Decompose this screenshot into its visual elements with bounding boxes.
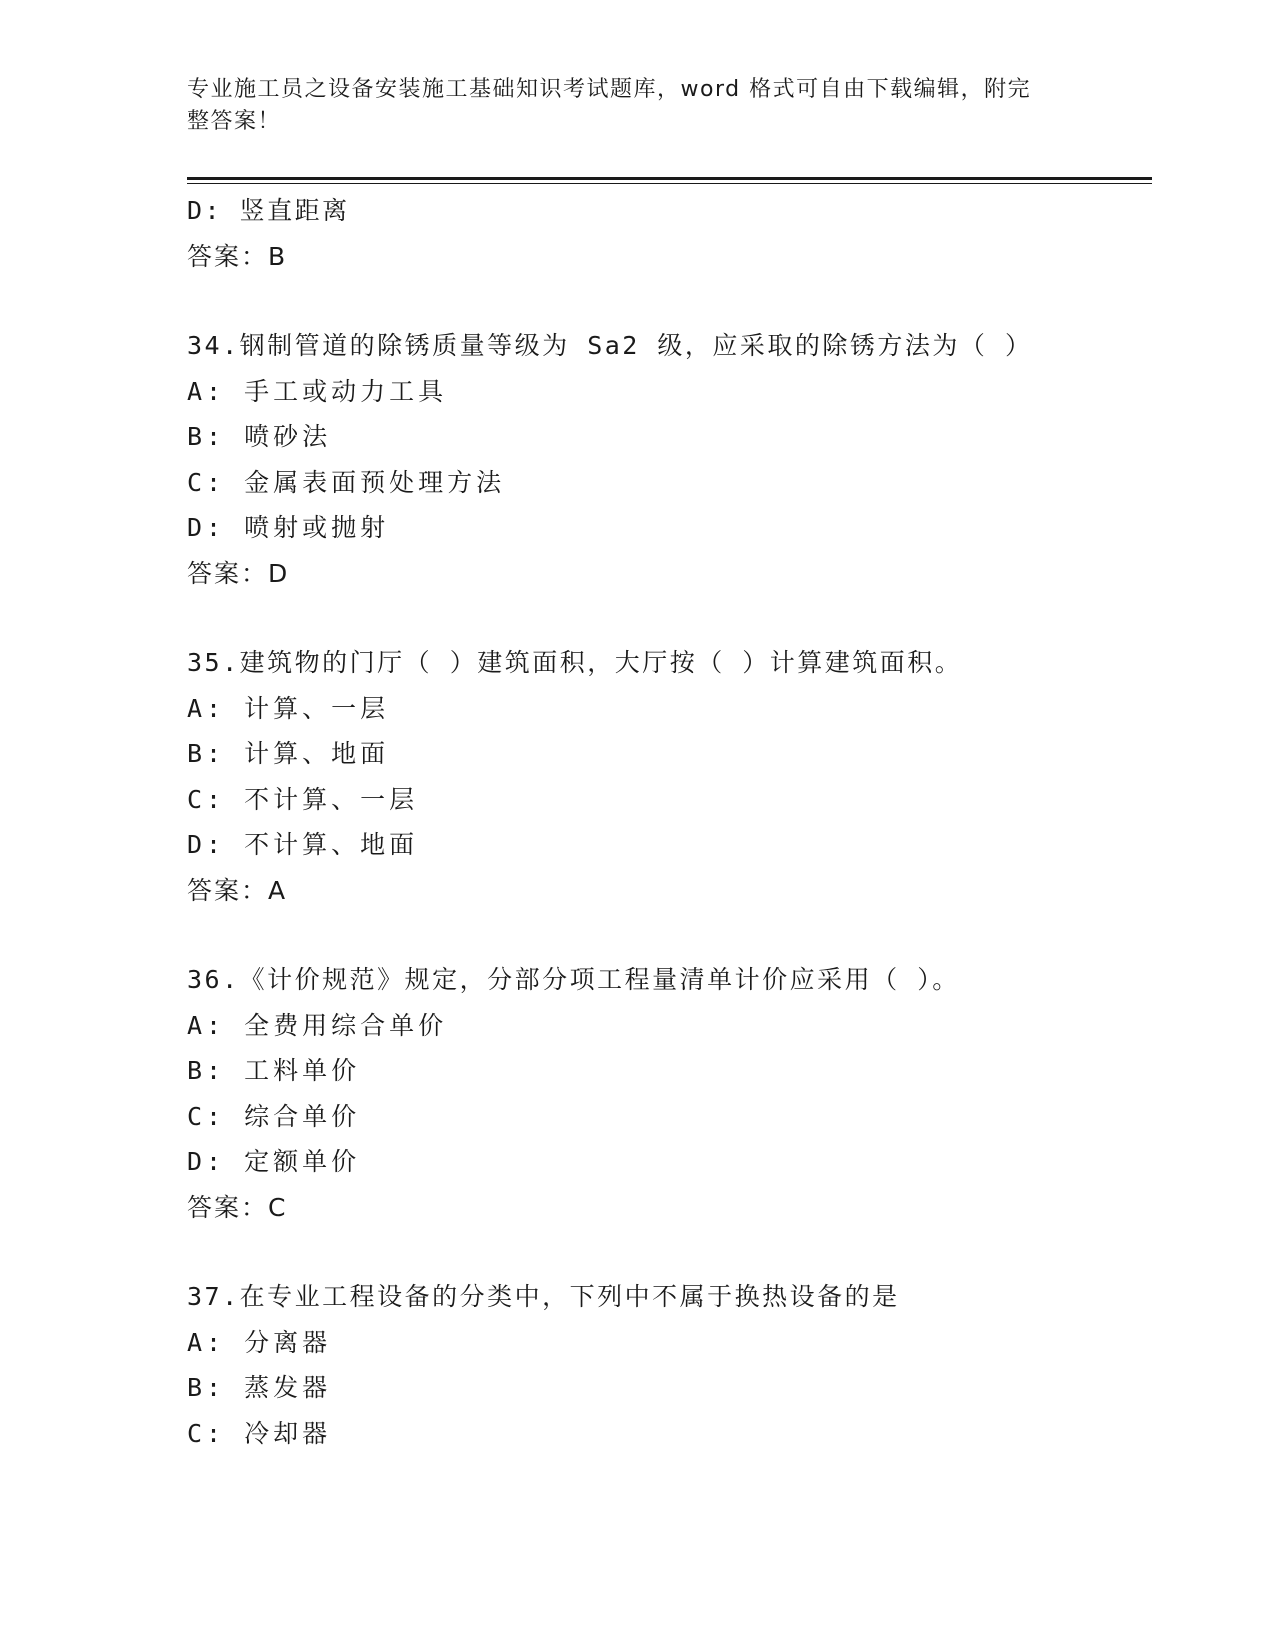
option-a: A: 计算、一层 [187,693,390,723]
option-b: B: 工料单价 [187,1056,361,1085]
spacer [187,913,1152,957]
question-34 [187,323,1152,596]
answer-line: 答案：B [187,241,288,271]
option-c: C: 综合单价 [187,1101,361,1131]
option-a: A: 手工或动力工具 [187,376,448,406]
document-header [187,74,1067,138]
option-d: D: 定额单价 [187,1147,361,1176]
question-33-tail [187,188,1152,279]
question-35 [187,640,1152,913]
header-line-2: 整答案！ [187,109,282,134]
option-d: D: 竖直距离 [187,196,350,225]
question-stem: 34.钢制管道的除锈质量等级为 Sa2 级，应采取的除锈方法为（ ） [187,331,1033,360]
option-a: A: 分离器 [187,1327,332,1357]
spacer [187,596,1152,640]
question-36 [187,957,1152,1230]
question-list [187,188,1152,1456]
option-d: D: 不计算、地面 [187,830,419,859]
question-stem: 37.在专业工程设备的分类中，下列中不属于换热设备的是 [187,1282,900,1311]
option-b: B: 计算、地面 [187,739,390,768]
option-a: A: 全费用综合单价 [187,1010,448,1040]
option-c: C: 不计算、一层 [187,784,419,814]
question-37 [187,1274,1152,1456]
question-stem: 35.建筑物的门厅（ ）建筑面积，大厅按（ ）计算建筑面积。 [187,648,963,677]
spacer [187,1230,1152,1274]
answer-line: 答案：D [187,558,290,588]
header-line-1: 专业施工员之设备安装施工基础知识考试题库，word 格式可自由下载编辑，附完 [187,77,1032,102]
option-d: D: 喷射或抛射 [187,513,390,542]
answer-line: 答案：A [187,875,288,905]
spacer [187,279,1152,323]
option-c: C: 金属表面预处理方法 [187,467,506,497]
option-c: C: 冷却器 [187,1418,332,1448]
header-divider-thick [187,177,1152,180]
option-b: B: 蒸发器 [187,1373,332,1402]
answer-line: 答案：C [187,1192,288,1222]
question-stem: 36.《计价规范》规定，分部分项工程量清单计价应采用（ ）。 [187,965,960,994]
option-b: B: 喷砂法 [187,422,332,451]
header-divider-thin [187,183,1152,184]
